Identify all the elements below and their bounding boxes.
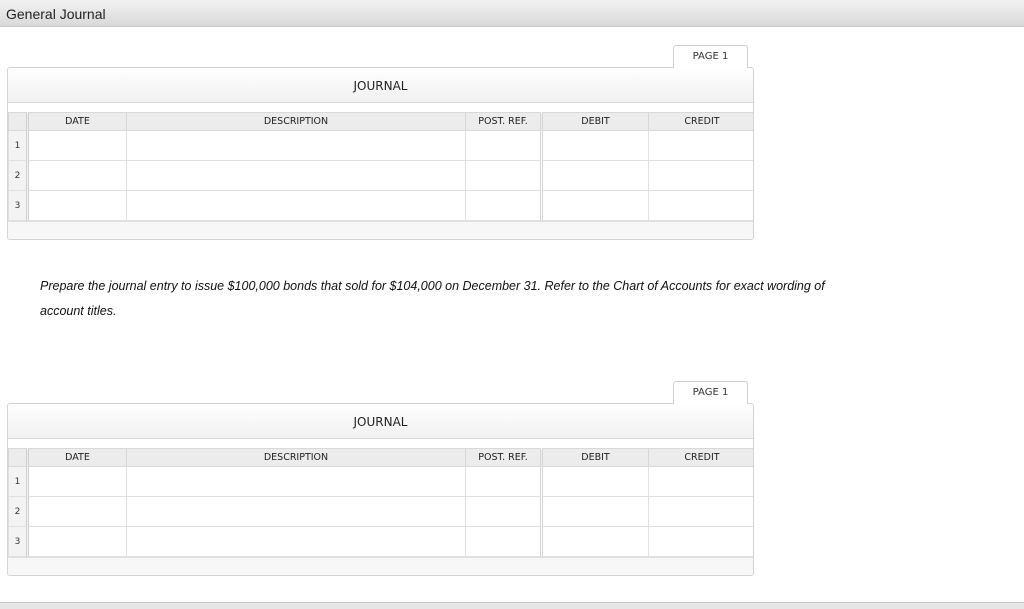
description-column-header: DESCRIPTION — [127, 449, 466, 467]
description-input[interactable] — [127, 497, 465, 526]
table-row — [9, 527, 755, 557]
description-cell[interactable] — [127, 527, 466, 557]
debit-cell[interactable] — [542, 191, 649, 221]
table-row — [9, 497, 755, 527]
table-row — [9, 191, 755, 221]
post-ref-column-header: POST. REF. — [466, 449, 542, 467]
description-cell[interactable] — [127, 467, 466, 497]
description-input[interactable] — [127, 161, 465, 190]
credit-input[interactable] — [649, 131, 754, 160]
window-title: General Journal — [6, 6, 106, 22]
date-cell[interactable] — [28, 527, 127, 557]
debit-cell[interactable] — [542, 467, 649, 497]
description-column-header: DESCRIPTION — [127, 113, 466, 131]
date-column-header: DATE — [28, 449, 127, 467]
debit-input[interactable] — [543, 467, 648, 496]
description-input[interactable] — [127, 467, 465, 496]
credit-cell[interactable] — [649, 497, 755, 527]
credit-input[interactable] — [649, 497, 754, 526]
header-row — [9, 449, 755, 467]
description-input[interactable] — [127, 527, 465, 556]
page-tab[interactable]: PAGE 1 — [673, 45, 748, 68]
debit-cell[interactable] — [542, 131, 649, 161]
description-input[interactable] — [127, 131, 465, 160]
debit-column-header: DEBIT — [542, 113, 649, 131]
description-cell[interactable] — [127, 161, 466, 191]
table-row — [9, 131, 755, 161]
journal-footer — [8, 221, 753, 239]
date-column-header: DATE — [28, 113, 127, 131]
journal-table-2 — [7, 403, 754, 576]
post-ref-column-header: POST. REF. — [466, 113, 542, 131]
credit-cell[interactable] — [649, 131, 755, 161]
row-number-header — [9, 113, 28, 131]
date-cell[interactable] — [28, 191, 127, 221]
window-titlebar — [0, 0, 1024, 27]
date-input[interactable] — [29, 467, 126, 496]
credit-cell[interactable] — [649, 191, 755, 221]
date-input[interactable] — [29, 161, 126, 190]
row-number: 1 — [9, 131, 28, 161]
row-number: 2 — [9, 161, 28, 191]
page-tab[interactable]: PAGE 1 — [673, 381, 748, 404]
debit-input[interactable] — [543, 527, 648, 556]
date-input[interactable] — [29, 497, 126, 526]
description-cell[interactable] — [127, 191, 466, 221]
row-number: 3 — [9, 191, 28, 221]
table-row — [9, 161, 755, 191]
debit-cell[interactable] — [542, 497, 649, 527]
post-ref-cell[interactable] — [466, 527, 542, 557]
table-row — [9, 467, 755, 497]
debit-input[interactable] — [543, 191, 648, 220]
post-ref-input[interactable] — [466, 131, 540, 160]
post-ref-cell[interactable] — [466, 191, 542, 221]
credit-input[interactable] — [649, 191, 754, 220]
bottom-bar — [0, 602, 1024, 609]
debit-input[interactable] — [543, 131, 648, 160]
credit-column-header: CREDIT — [649, 113, 755, 131]
post-ref-input[interactable] — [466, 467, 540, 496]
post-ref-cell[interactable] — [466, 497, 542, 527]
journal-title: JOURNAL — [8, 404, 753, 439]
post-ref-cell[interactable] — [466, 131, 542, 161]
debit-column-header: DEBIT — [542, 449, 649, 467]
credit-cell[interactable] — [649, 527, 755, 557]
date-cell[interactable] — [28, 497, 127, 527]
debit-cell[interactable] — [542, 527, 649, 557]
date-input[interactable] — [29, 191, 126, 220]
date-input[interactable] — [29, 527, 126, 556]
journal-table-1 — [7, 67, 754, 240]
journal-title: JOURNAL — [8, 68, 753, 103]
post-ref-cell[interactable] — [466, 467, 542, 497]
credit-cell[interactable] — [649, 161, 755, 191]
journal-grid — [8, 112, 754, 221]
post-ref-cell[interactable] — [466, 161, 542, 191]
description-input[interactable] — [127, 191, 465, 220]
journal-grid — [8, 448, 754, 557]
debit-input[interactable] — [543, 497, 648, 526]
credit-input[interactable] — [649, 467, 754, 496]
credit-column-header: CREDIT — [649, 449, 755, 467]
date-input[interactable] — [29, 131, 126, 160]
date-cell[interactable] — [28, 467, 127, 497]
debit-cell[interactable] — [542, 161, 649, 191]
credit-cell[interactable] — [649, 467, 755, 497]
credit-input[interactable] — [649, 161, 754, 190]
post-ref-input[interactable] — [466, 527, 540, 556]
credit-input[interactable] — [649, 527, 754, 556]
date-cell[interactable] — [28, 131, 127, 161]
post-ref-input[interactable] — [466, 161, 540, 190]
row-number: 1 — [9, 467, 28, 497]
journal-footer — [8, 557, 753, 575]
post-ref-input[interactable] — [466, 191, 540, 220]
description-cell[interactable] — [127, 497, 466, 527]
date-cell[interactable] — [28, 161, 127, 191]
row-number: 2 — [9, 497, 28, 527]
row-number-header — [9, 449, 28, 467]
post-ref-input[interactable] — [466, 497, 540, 526]
header-row — [9, 113, 755, 131]
debit-input[interactable] — [543, 161, 648, 190]
description-cell[interactable] — [127, 131, 466, 161]
instructions-text: Prepare the journal entry to issue $100,000 bonds that sold for $104,000 on December 31. Refer to the Chart of Accounts for exact wording of account titles. — [40, 279, 825, 318]
row-number: 3 — [9, 527, 28, 557]
